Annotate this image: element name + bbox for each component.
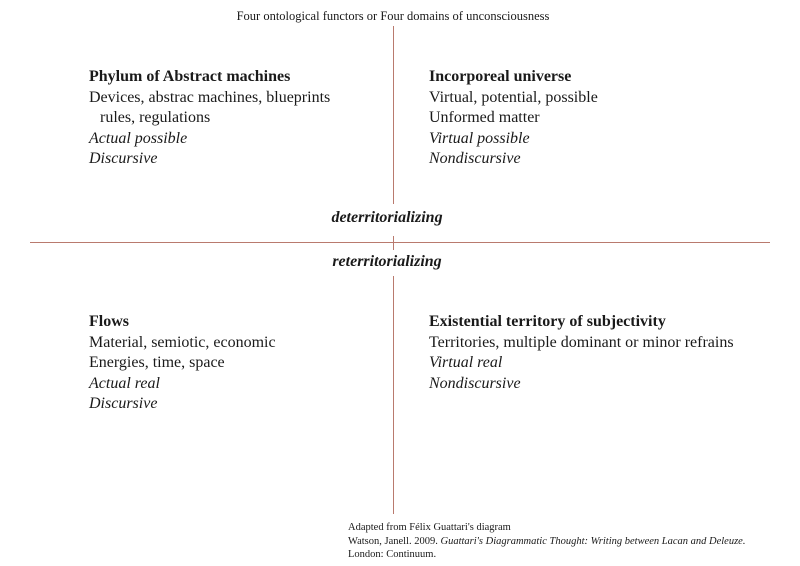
diagram-title: Four ontological functors or Four domains of unconsciousness [236, 9, 550, 23]
quadrant-title: Incorporeal universe [429, 68, 572, 85]
source-attribution: Adapted from Félix Guattari's diagram [348, 522, 511, 533]
source-reference [348, 535, 745, 549]
quadrant-line: Territories, multiple dominant or minor refrains [429, 333, 734, 351]
reterritorializing-label-wrap [0, 253, 774, 271]
quadrant-bottom-right [429, 312, 734, 394]
quadrant-title: Existential territory of subjectivity [429, 313, 666, 330]
quadrant-line: Material, semiotic, economic [89, 333, 276, 351]
quadrant-discursivity: Nondiscursive [429, 374, 521, 392]
quadrant-line: rules, regulations [100, 109, 211, 126]
deterritorializing-label-wrap [0, 209, 774, 227]
source-publisher: London: Continuum. [348, 549, 437, 560]
quadrant-line: Virtual, potential, possible [429, 88, 598, 106]
quadrant-discursivity: Nondiscursive [429, 150, 521, 167]
quadrant-title: Flows [89, 313, 129, 330]
quadrant-modality: Virtual possible [429, 129, 530, 147]
source-book-title: Guattari's Diagrammatic Thought: Writing between Lacan and Deleuze. [440, 535, 746, 547]
vertical-axis-middle [393, 236, 394, 250]
quadrant-discursivity: Discursive [89, 395, 158, 412]
quadrant-line: Energies, time, space [89, 354, 225, 371]
quadrant-modality: Actual real [89, 374, 160, 392]
quadrant-title: Phylum of Abstract machines [89, 68, 291, 85]
quadrant-line: Unformed matter [429, 109, 540, 126]
quadrant-top-left [89, 67, 330, 170]
deterritorializing-label: deterritorializing [327, 209, 446, 226]
quadrant-modality: Actual possible [89, 129, 188, 147]
source-author-year: Watson, Janell. 2009. [348, 535, 441, 547]
source-citation [348, 521, 745, 562]
quadrant-line: Devices, abstrac machines, blueprints [89, 88, 331, 106]
vertical-axis-lower [393, 276, 394, 514]
quadrant-top-right [429, 67, 598, 170]
quadrant-bottom-left [89, 312, 276, 415]
quadrant-modality: Virtual real [429, 354, 503, 371]
quadrant-discursivity: Discursive [89, 150, 158, 167]
vertical-axis-upper [393, 26, 394, 204]
reterritorializing-label: reterritorializing [328, 253, 445, 270]
horizontal-axis [30, 242, 770, 243]
